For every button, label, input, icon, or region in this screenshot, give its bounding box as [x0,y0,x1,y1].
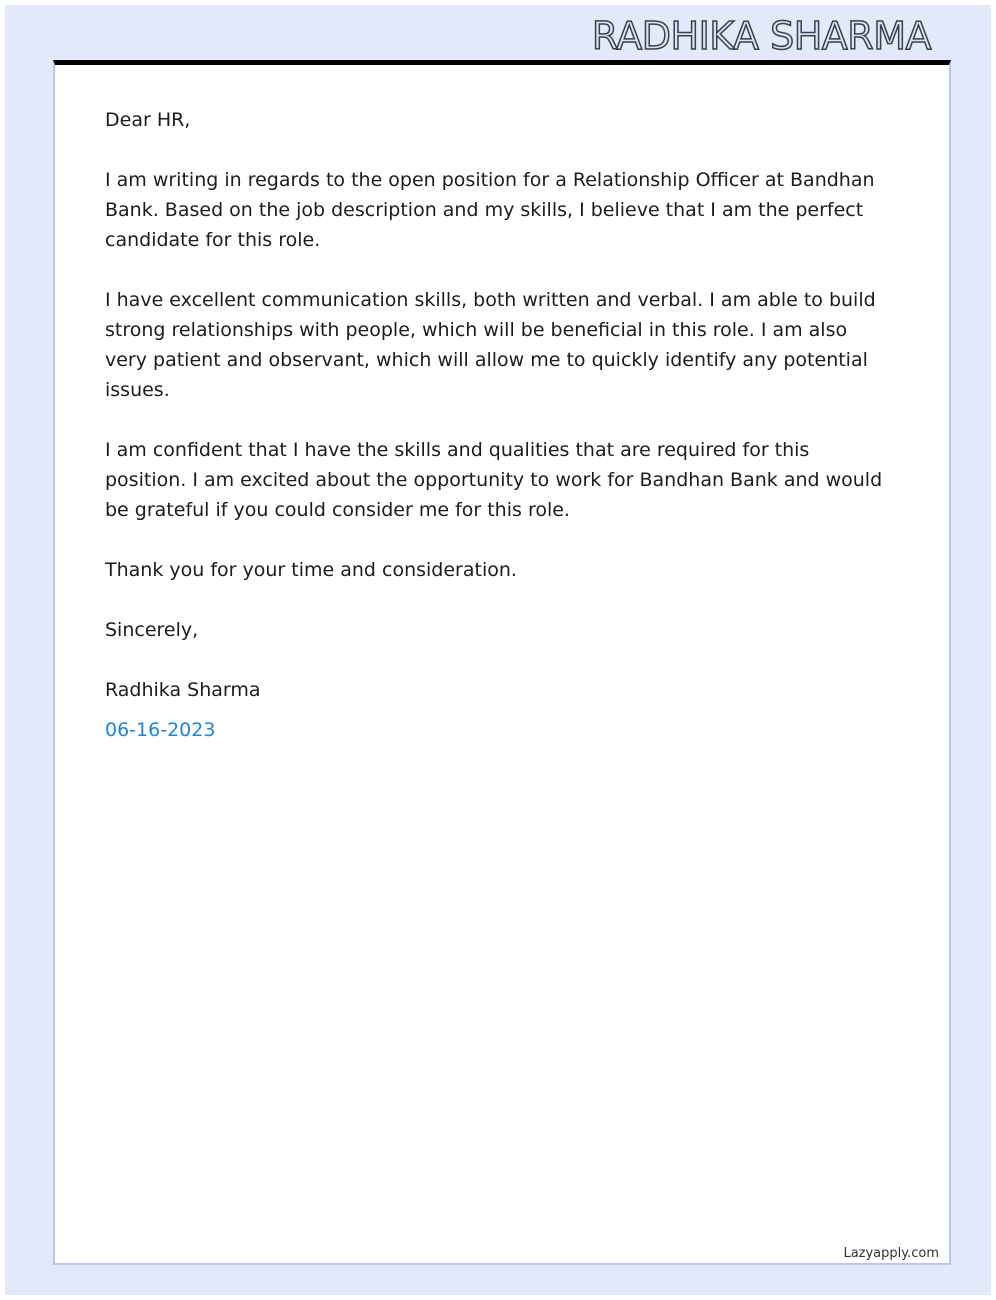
letter-body [105,105,895,745]
letter-greeting: Dear HR, [105,109,191,131]
letter-paragraph: I am writing in regards to the open position for a Relationship Officer at Bandhan Bank. Based on the job description and my skills, I believe that I am the perfect candidate for this role. [105,169,875,251]
letter-date: 06-16-2023 [105,719,216,741]
footer-brand: Lazyapply.com [843,1246,939,1261]
letter-paragraph: I am confident that I have the skills and qualities that are required for this position. I am excited about the opportunity to work for Bandhan Bank and would be grateful if you could consider me for this role. [105,439,883,521]
page-background [5,5,991,1295]
letter-paragraph: Thank you for your time and consideration. [105,559,517,581]
letter-signature: Radhika Sharma [105,679,261,701]
letter-sheet [53,60,951,1265]
applicant-name-header: RADHIKA SHARMA [591,14,931,58]
letter-closing: Sincerely, [105,619,199,641]
letter-paragraph: I have excellent communication skills, both written and verbal. I am able to build strong relationships with people, which will be beneficial in this role. I am also very patient and observant, which will allow me to quickly identify any potential issues. [105,289,876,401]
